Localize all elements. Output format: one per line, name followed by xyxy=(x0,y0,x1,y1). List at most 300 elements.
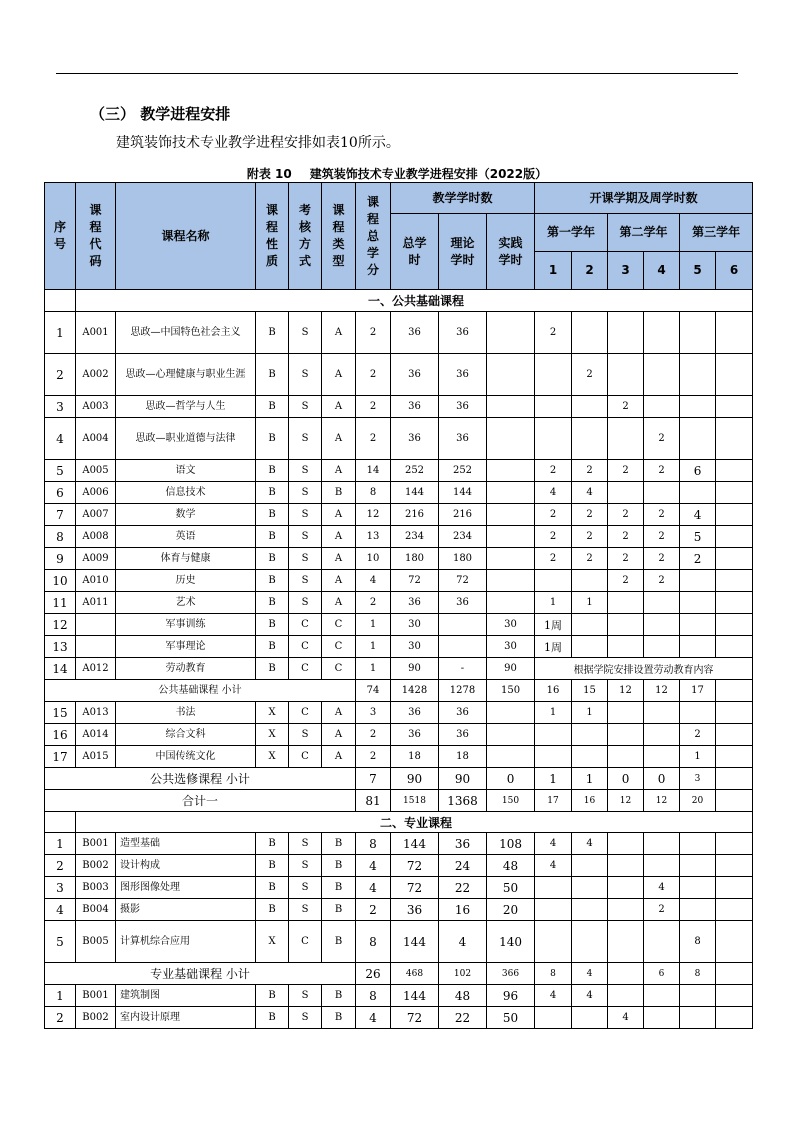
course-credits: 8 xyxy=(356,482,391,504)
semester-hours-1 xyxy=(535,396,572,418)
course-row xyxy=(45,877,753,899)
course-code: A007 xyxy=(76,504,116,526)
semester-hours-2: 2 xyxy=(572,354,608,396)
course-total-hours: 216 xyxy=(391,504,439,526)
semester-hours-6 xyxy=(716,1007,753,1029)
course-credits: 2 xyxy=(356,418,391,460)
course-row xyxy=(45,312,753,354)
semester-hours-4 xyxy=(644,312,680,354)
course-theory-hours: 36 xyxy=(439,592,487,614)
course-seq: 2 xyxy=(45,855,76,877)
header-code: 课程代码 xyxy=(76,183,116,290)
public-subtotal-row: 公共基础课程 小计 74 1428 1278 150 16 15 12 12 17 xyxy=(45,680,753,702)
semester-hours-6 xyxy=(716,899,753,921)
course-seq: 17 xyxy=(45,746,76,768)
course-row xyxy=(45,614,753,636)
semester-hours-2: 4 xyxy=(572,833,608,855)
course-row xyxy=(45,985,753,1007)
course-credits: 8 xyxy=(356,833,391,855)
course-nature: B xyxy=(256,1007,289,1029)
course-total-hours: 30 xyxy=(391,614,439,636)
course-nature: B xyxy=(256,592,289,614)
course-name: 体育与健康 xyxy=(116,548,256,570)
course-seq: 5 xyxy=(45,921,76,963)
semester-hours-3: 2 xyxy=(608,504,644,526)
course-theory-hours: 180 xyxy=(439,548,487,570)
course-practice-hours: 30 xyxy=(487,636,535,658)
header-credits: 课程总学分 xyxy=(356,183,391,290)
semester-hours-2: 1 xyxy=(572,592,608,614)
course-nature: X xyxy=(256,746,289,768)
semester-hours-6 xyxy=(716,614,753,636)
intro-text: 建筑装饰技术专业教学进程安排如表10所示。 xyxy=(116,135,400,151)
semester-hours-3 xyxy=(608,724,644,746)
table-caption xyxy=(0,165,794,182)
course-name: 历史 xyxy=(116,570,256,592)
semester-hours-4 xyxy=(644,592,680,614)
course-credits: 10 xyxy=(356,548,391,570)
course-name: 英语 xyxy=(116,526,256,548)
course-total-hours: 36 xyxy=(391,396,439,418)
course-code: B002 xyxy=(76,1007,116,1029)
course-code: B001 xyxy=(76,833,116,855)
labor-note: 根据学院安排设置劳动教育内容 xyxy=(535,658,753,680)
course-theory-hours: 36 xyxy=(439,724,487,746)
category-label: 二、专业课程 xyxy=(76,812,753,833)
semester-hours-4: 4 xyxy=(644,877,680,899)
semester-hours-2: 2 xyxy=(572,526,608,548)
course-name: 思政—职业道德与法律 xyxy=(116,418,256,460)
semester-hours-3 xyxy=(608,354,644,396)
header-sem-5: 5 xyxy=(680,252,716,290)
course-type: A xyxy=(322,526,356,548)
semester-hours-5 xyxy=(680,418,716,460)
semester-hours-1 xyxy=(535,877,572,899)
course-row xyxy=(45,636,753,658)
semester-hours-4: 2 xyxy=(644,899,680,921)
course-row xyxy=(45,855,753,877)
semester-hours-4 xyxy=(644,636,680,658)
semester-hours-4 xyxy=(644,614,680,636)
total-one-row: 合计一 81 1518 1368 150 17 16 12 12 20 xyxy=(45,790,753,812)
course-practice-hours xyxy=(487,354,535,396)
semester-hours-4 xyxy=(644,985,680,1007)
course-total-hours: 72 xyxy=(391,570,439,592)
course-theory-hours: 36 xyxy=(439,833,487,855)
course-practice-hours: 96 xyxy=(487,985,535,1007)
course-seq: 1 xyxy=(45,985,76,1007)
course-seq: 16 xyxy=(45,724,76,746)
header-rule xyxy=(56,73,738,74)
semester-hours-3 xyxy=(608,418,644,460)
course-name: 军事训练 xyxy=(116,614,256,636)
semester-hours-3 xyxy=(608,921,644,963)
semester-hours-1: 2 xyxy=(535,460,572,482)
course-total-hours: 144 xyxy=(391,921,439,963)
semester-hours-1 xyxy=(535,1007,572,1029)
course-name: 军事理论 xyxy=(116,636,256,658)
semester-hours-6 xyxy=(716,746,753,768)
header-year1: 第一学年 xyxy=(535,214,608,252)
category-label: 一、公共基础课程 xyxy=(76,290,753,312)
semester-hours-3: 4 xyxy=(608,1007,644,1029)
course-nature: B xyxy=(256,636,289,658)
course-name: 思政—心理健康与职业生涯 xyxy=(116,354,256,396)
course-credits: 4 xyxy=(356,877,391,899)
course-total-hours: 36 xyxy=(391,312,439,354)
course-credits: 13 xyxy=(356,526,391,548)
course-total-hours: 234 xyxy=(391,526,439,548)
course-seq: 15 xyxy=(45,702,76,724)
course-row xyxy=(45,354,753,396)
course-name: 建筑制图 xyxy=(116,985,256,1007)
semester-hours-2 xyxy=(572,636,608,658)
semester-hours-6 xyxy=(716,548,753,570)
course-type: A xyxy=(322,396,356,418)
course-nature: B xyxy=(256,855,289,877)
course-credits: 8 xyxy=(356,921,391,963)
course-name: 思政—中国特色社会主义 xyxy=(116,312,256,354)
course-exam: S xyxy=(289,482,322,504)
semester-hours-4 xyxy=(644,354,680,396)
course-total-hours: 72 xyxy=(391,855,439,877)
schedule-table xyxy=(44,182,753,1029)
course-nature: B xyxy=(256,570,289,592)
course-name: 计算机综合应用 xyxy=(116,921,256,963)
course-credits: 4 xyxy=(356,855,391,877)
elective-subtotal-row: 公共选修课程 小计 7 90 90 0 1 1 0 0 3 xyxy=(45,768,753,790)
course-code: A014 xyxy=(76,724,116,746)
course-exam: S xyxy=(289,526,322,548)
header-type: 课程类型 xyxy=(322,183,356,290)
course-credits: 8 xyxy=(356,985,391,1007)
semester-hours-5 xyxy=(680,702,716,724)
semester-hours-1: 1 xyxy=(535,702,572,724)
course-practice-hours xyxy=(487,746,535,768)
semester-hours-1: 1周 xyxy=(535,614,572,636)
semester-hours-2 xyxy=(572,746,608,768)
semester-hours-2 xyxy=(572,1007,608,1029)
major-core-courses xyxy=(45,985,753,1029)
semester-hours-1 xyxy=(535,570,572,592)
course-nature: B xyxy=(256,899,289,921)
course-row xyxy=(45,460,753,482)
course-nature: B xyxy=(256,396,289,418)
course-code: A006 xyxy=(76,482,116,504)
semester-hours-4 xyxy=(644,702,680,724)
course-practice-hours xyxy=(487,548,535,570)
semester-hours-3 xyxy=(608,482,644,504)
semester-hours-1 xyxy=(535,746,572,768)
course-exam: S xyxy=(289,592,322,614)
course-name: 信息技术 xyxy=(116,482,256,504)
semester-hours-1 xyxy=(535,354,572,396)
course-code: A013 xyxy=(76,702,116,724)
course-nature: B xyxy=(256,877,289,899)
course-seq: 1 xyxy=(45,833,76,855)
course-type: A xyxy=(322,702,356,724)
semester-hours-4 xyxy=(644,724,680,746)
course-credits: 2 xyxy=(356,354,391,396)
semester-hours-5: 2 xyxy=(680,724,716,746)
course-type: A xyxy=(322,354,356,396)
course-credits: 2 xyxy=(356,312,391,354)
course-practice-hours: 108 xyxy=(487,833,535,855)
course-row xyxy=(45,482,753,504)
semester-hours-5: 2 xyxy=(680,548,716,570)
course-nature: B xyxy=(256,833,289,855)
course-name: 数学 xyxy=(116,504,256,526)
header-name: 课程名称 xyxy=(116,183,256,290)
course-practice-hours xyxy=(487,702,535,724)
semester-hours-4: 2 xyxy=(644,570,680,592)
course-seq: 12 xyxy=(45,614,76,636)
semester-hours-6 xyxy=(716,702,753,724)
course-exam: C xyxy=(289,702,322,724)
course-name: 设计构成 xyxy=(116,855,256,877)
header-sem-2: 2 xyxy=(572,252,608,290)
course-exam: S xyxy=(289,855,322,877)
course-credits: 3 xyxy=(356,702,391,724)
course-practice-hours xyxy=(487,396,535,418)
header-total-hours: 总学时 xyxy=(391,214,439,290)
course-total-hours: 252 xyxy=(391,460,439,482)
course-credits: 2 xyxy=(356,724,391,746)
header-sem-3: 3 xyxy=(608,252,644,290)
course-row xyxy=(45,833,753,855)
course-seq: 5 xyxy=(45,460,76,482)
course-theory-hours: 252 xyxy=(439,460,487,482)
course-exam: C xyxy=(289,614,322,636)
course-code: A015 xyxy=(76,746,116,768)
course-practice-hours xyxy=(487,526,535,548)
course-total-hours: 180 xyxy=(391,548,439,570)
semester-hours-3: 2 xyxy=(608,548,644,570)
course-nature: X xyxy=(256,702,289,724)
course-total-hours: 36 xyxy=(391,724,439,746)
course-total-hours: 18 xyxy=(391,746,439,768)
course-total-hours: 144 xyxy=(391,833,439,855)
course-practice-hours: 30 xyxy=(487,614,535,636)
course-row xyxy=(45,899,753,921)
course-total-hours: 30 xyxy=(391,636,439,658)
course-seq: 3 xyxy=(45,877,76,899)
course-code: B001 xyxy=(76,985,116,1007)
course-theory-hours: 36 xyxy=(439,312,487,354)
course-exam: S xyxy=(289,460,322,482)
header-seq: 序号 xyxy=(45,183,76,290)
course-theory-hours: 36 xyxy=(439,396,487,418)
course-row xyxy=(45,746,753,768)
header-theory-hours: 理论学时 xyxy=(439,214,487,290)
course-type: A xyxy=(322,548,356,570)
semester-hours-3 xyxy=(608,833,644,855)
semester-hours-1: 1周 xyxy=(535,636,572,658)
course-total-hours: 36 xyxy=(391,418,439,460)
course-code: A009 xyxy=(76,548,116,570)
course-code: A005 xyxy=(76,460,116,482)
course-exam: S xyxy=(289,877,322,899)
course-type: B xyxy=(322,899,356,921)
course-type: A xyxy=(322,418,356,460)
semester-hours-3 xyxy=(608,702,644,724)
semester-hours-1: 2 xyxy=(535,504,572,526)
course-theory-hours: 234 xyxy=(439,526,487,548)
elective-courses xyxy=(45,702,753,768)
semester-hours-6 xyxy=(716,636,753,658)
semester-hours-5 xyxy=(680,1007,716,1029)
course-type: A xyxy=(322,570,356,592)
course-theory-hours: 36 xyxy=(439,418,487,460)
semester-hours-6 xyxy=(716,855,753,877)
course-seq: 11 xyxy=(45,592,76,614)
semester-hours-6 xyxy=(716,396,753,418)
semester-hours-5 xyxy=(680,636,716,658)
semester-hours-6 xyxy=(716,985,753,1007)
semester-hours-5 xyxy=(680,899,716,921)
course-practice-hours xyxy=(487,312,535,354)
header-sem-6: 6 xyxy=(716,252,753,290)
semester-hours-6 xyxy=(716,460,753,482)
course-row xyxy=(45,504,753,526)
course-nature: B xyxy=(256,614,289,636)
course-type: A xyxy=(322,592,356,614)
course-nature: B xyxy=(256,460,289,482)
course-seq: 9 xyxy=(45,548,76,570)
semester-hours-3 xyxy=(608,985,644,1007)
course-type: B xyxy=(322,482,356,504)
semester-hours-6 xyxy=(716,833,753,855)
course-row xyxy=(45,548,753,570)
semester-hours-4 xyxy=(644,855,680,877)
semester-hours-1: 2 xyxy=(535,312,572,354)
course-total-hours: 36 xyxy=(391,354,439,396)
semester-hours-2 xyxy=(572,396,608,418)
course-row xyxy=(45,526,753,548)
semester-hours-2 xyxy=(572,899,608,921)
semester-hours-1: 2 xyxy=(535,526,572,548)
course-name: 中国传统文化 xyxy=(116,746,256,768)
semester-hours-5: 4 xyxy=(680,504,716,526)
course-row xyxy=(45,570,753,592)
category-row xyxy=(45,812,753,833)
course-total-hours: 36 xyxy=(391,899,439,921)
semester-hours-3: 2 xyxy=(608,570,644,592)
semester-hours-4: 2 xyxy=(644,418,680,460)
course-code: A011 xyxy=(76,592,116,614)
course-nature: B xyxy=(256,548,289,570)
course-row xyxy=(45,702,753,724)
course-credits: 1 xyxy=(356,614,391,636)
course-nature: X xyxy=(256,724,289,746)
course-code: A004 xyxy=(76,418,116,460)
semester-hours-2 xyxy=(572,877,608,899)
semester-hours-5 xyxy=(680,354,716,396)
course-code: A002 xyxy=(76,354,116,396)
course-seq: 2 xyxy=(45,1007,76,1029)
semester-hours-1: 4 xyxy=(535,985,572,1007)
semester-hours-6 xyxy=(716,570,753,592)
course-type: A xyxy=(322,504,356,526)
semester-hours-4: 2 xyxy=(644,460,680,482)
course-exam: S xyxy=(289,985,322,1007)
semester-hours-4 xyxy=(644,1007,680,1029)
semester-hours-3 xyxy=(608,636,644,658)
course-exam: C xyxy=(289,921,322,963)
course-code xyxy=(76,636,116,658)
semester-hours-2: 4 xyxy=(572,985,608,1007)
header-year3: 第三学年 xyxy=(680,214,753,252)
semester-hours-4 xyxy=(644,921,680,963)
course-name: 摄影 xyxy=(116,899,256,921)
course-exam: S xyxy=(289,504,322,526)
course-exam: S xyxy=(289,899,322,921)
semester-hours-1: 1 xyxy=(535,592,572,614)
semester-hours-5 xyxy=(680,833,716,855)
course-nature: X xyxy=(256,921,289,963)
course-credits: 2 xyxy=(356,746,391,768)
course-credits: 4 xyxy=(356,570,391,592)
semester-hours-2 xyxy=(572,418,608,460)
semester-hours-6 xyxy=(716,504,753,526)
course-exam: S xyxy=(289,570,322,592)
major-basic-subtotal-row: 专业基础课程 小计 26 468 102 366 8 4 6 8 xyxy=(45,963,753,985)
semester-hours-6 xyxy=(716,724,753,746)
course-nature: B xyxy=(256,482,289,504)
semester-hours-1: 4 xyxy=(535,833,572,855)
course-name: 造型基础 xyxy=(116,833,256,855)
semester-hours-5: 8 xyxy=(680,921,716,963)
course-theory-hours: 36 xyxy=(439,354,487,396)
course-theory-hours: 22 xyxy=(439,877,487,899)
semester-hours-5 xyxy=(680,396,716,418)
course-theory-hours: 4 xyxy=(439,921,487,963)
course-nature: B xyxy=(256,354,289,396)
course-seq: 4 xyxy=(45,899,76,921)
course-seq: 7 xyxy=(45,504,76,526)
course-code: A010 xyxy=(76,570,116,592)
course-practice-hours xyxy=(487,460,535,482)
semester-hours-4 xyxy=(644,396,680,418)
header-sem-4: 4 xyxy=(644,252,680,290)
semester-hours-4 xyxy=(644,833,680,855)
semester-hours-5 xyxy=(680,312,716,354)
course-row xyxy=(45,418,753,460)
course-code xyxy=(76,614,116,636)
header-nature: 课程性质 xyxy=(256,183,289,290)
course-code: A008 xyxy=(76,526,116,548)
course-seq: 6 xyxy=(45,482,76,504)
semester-hours-2: 4 xyxy=(572,482,608,504)
course-credits: 2 xyxy=(356,396,391,418)
course-exam: S xyxy=(289,418,322,460)
semester-hours-2 xyxy=(572,614,608,636)
semester-hours-6 xyxy=(716,354,753,396)
semester-hours-3 xyxy=(608,899,644,921)
course-exam: S xyxy=(289,833,322,855)
semester-hours-3 xyxy=(608,312,644,354)
course-seq: 13 xyxy=(45,636,76,658)
section-heading: （三） 教学进程安排 xyxy=(90,105,231,123)
course-row xyxy=(45,724,753,746)
semester-hours-3 xyxy=(608,746,644,768)
course-type: A xyxy=(322,746,356,768)
semester-hours-2 xyxy=(572,855,608,877)
course-row xyxy=(45,921,753,963)
category-row xyxy=(45,290,753,312)
course-exam: S xyxy=(289,724,322,746)
semester-hours-4: 2 xyxy=(644,526,680,548)
